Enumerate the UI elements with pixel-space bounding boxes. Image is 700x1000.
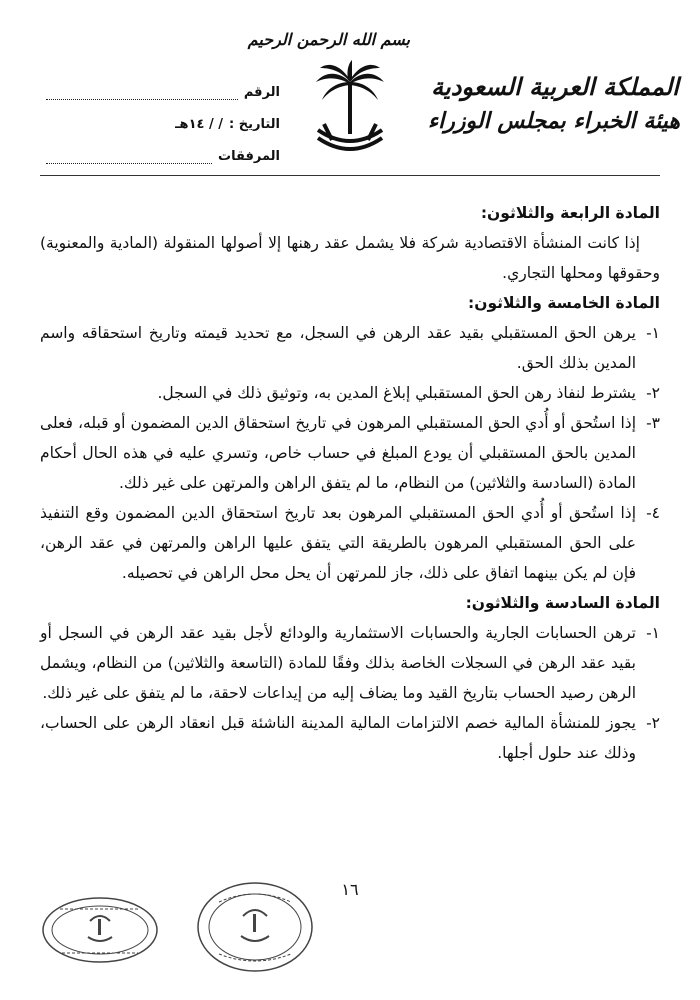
list-item [40,708,660,768]
list-item [40,618,660,708]
date-row [40,100,280,132]
org-authority: هيئة الخبراء بمجلس الوزراء [427,108,680,134]
date-value: / / ١٤هـ [175,117,224,132]
list-item [40,378,660,408]
experts-authority-seal-icon [195,880,315,975]
item-text: إذا استُحق أو أُدي الحق المستقبلي المرهون بعد تاريخ استحقاق الدين المضمون وقع التنفيذ على الحق المستقبلي المرهون بالطريقة التي يتفق عليها الراهن والمرتهن في عقد الرهن، فإن لم يكن بينهما اتفاق على ذلك، جاز للمرتهن أن يحل محل الراهن في تحصيله. [40,504,636,582]
item-text: يجوز للمنشأة المالية خصم الالتزامات المالية المدينة الناشئة قبل انعقاد الرهن على الحساب، وذلك عند حلول أجلها. [40,714,636,762]
secretariat-seal-icon [40,895,160,965]
list-item [40,408,660,498]
header-divider [40,175,660,176]
page-number: ١٦ [341,880,359,899]
palm-and-swords-emblem-icon [310,60,390,160]
item-number: ٢- [646,714,660,732]
item-number: ٤- [646,504,660,522]
document-body [40,198,660,768]
attachments-row [40,132,280,164]
article-heading: المادة الخامسة والثلاثون: [468,294,660,312]
item-text: يرهن الحق المستقبلي بقيد عقد الرهن في السجل، مع تحديد قيمته وتاريخ استحقاقه واسم المدين بذلك الحق. [40,324,636,372]
item-number: ١- [646,324,660,342]
article-heading: المادة السادسة والثلاثون: [465,594,660,612]
attachments-line [46,151,212,164]
item-text: يشترط لنفاذ رهن الحق المستقبلي إبلاغ المدين به، وتوثيق ذلك في السجل. [157,384,636,402]
item-number: ١- [646,624,660,642]
organization-name [427,70,680,138]
list-item [40,498,660,588]
attachments-label: المرفقات [218,149,280,164]
item-text: إذا استُحق أو أُدي الحق المستقبلي المرهون في تاريخ استحقاق الدين المضمون أو قبله، فعلى المدين بالحق المستقبلي أن يودع المبلغ في حساب خاص، وتسري عليه في هذه الحال أحكام المادة (السادسة والثلاثين) من النظام، ما لم يتفق الراهن والمرتهن على غير ذلك. [40,414,636,492]
reference-line [46,87,238,100]
basmala: بسم الله الرحمن الرحيم [247,30,410,49]
date-label: التاريخ : [229,117,280,132]
org-country: المملكة العربية السعودية [431,72,679,101]
item-number: ٣- [646,414,660,432]
article-paragraph: إذا كانت المنشأة الاقتصادية شركة فلا يشمل عقد رهنها إلا أصولها المنقولة (المادية والمعنوية) وحقوقها ومحلها التجاري. [40,234,660,282]
reference-block [40,68,280,164]
reference-label: الرقم [243,85,280,100]
item-number: ٢- [646,384,660,402]
list-item [40,318,660,378]
article-heading: المادة الرابعة والثلاثون: [480,204,660,222]
reference-row [40,68,280,100]
item-text: ترهن الحسابات الجارية والحسابات الاستثمارية والودائع لأجل بقيد عقد الرهن في السجل أو بقيد عقد الرهن في السجلات الخاصة بذلك وفقًا للمادة (التاسعة والثلاثين) من النظام، ويشمل الرهن رصيد الحساب بتاريخ القيد وما يضاف إليه من إيداعات لاحقة، ما لم يتفق على غير ذلك. [40,624,636,702]
